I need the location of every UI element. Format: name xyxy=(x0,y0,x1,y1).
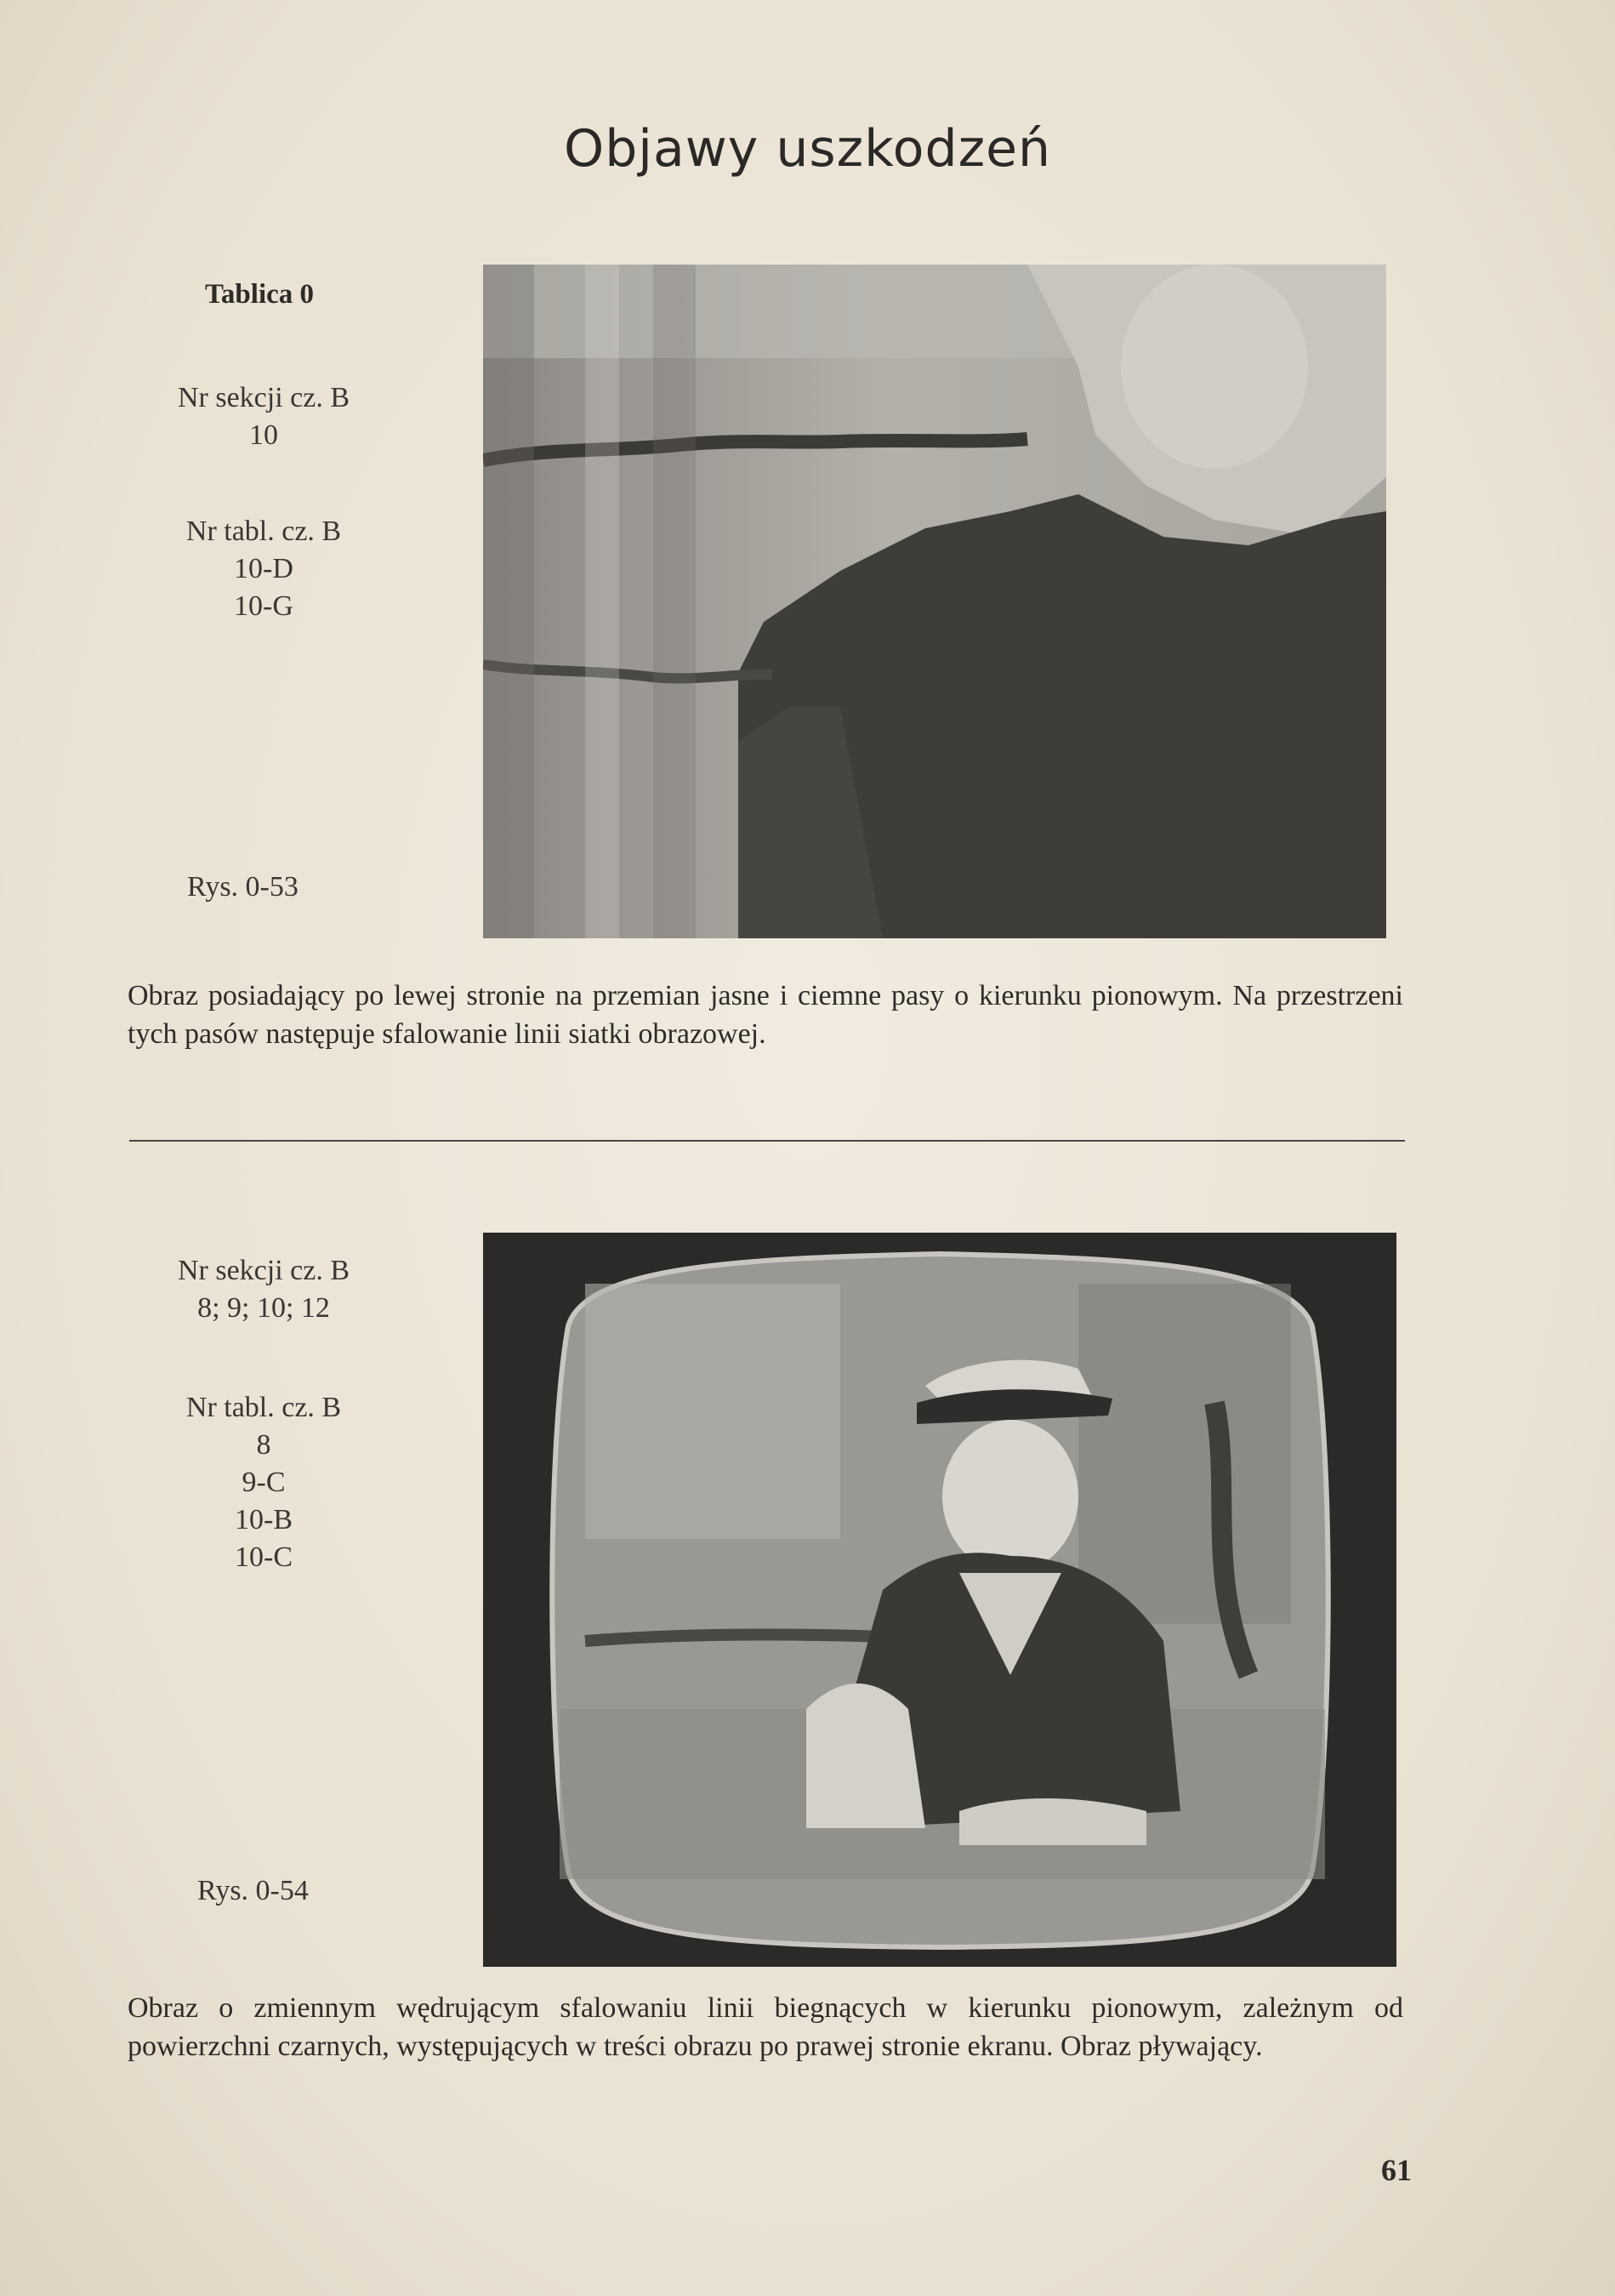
table-number-block-2 xyxy=(140,1389,387,1576)
figure-label: Rys. 0-54 xyxy=(197,1875,309,1906)
table-number-value: 10-D xyxy=(234,553,293,584)
section-number-block-1 xyxy=(140,379,387,454)
page-number: 61 xyxy=(1381,2153,1412,2187)
section-divider xyxy=(129,1140,1405,1142)
table-label: Tablica 0 xyxy=(204,279,315,310)
table-number-value: 10-B xyxy=(235,1504,293,1535)
table-number-value: 10-C xyxy=(235,1541,293,1573)
table-number-value: 8 xyxy=(256,1429,271,1461)
figure-photo-0-53 xyxy=(483,265,1386,938)
table-number-value: 9-C xyxy=(242,1467,286,1498)
figure-label: Rys. 0-53 xyxy=(187,871,299,903)
figure-caption: Obraz o zmiennym wędrującym sfalowaniu linii biegnących w kierunku pionowym, zależnym od powierzchni czarnych, występujących w treści obrazu po prawej stronie ekranu. Obraz pływający. xyxy=(128,1992,1403,2062)
section-number-value: 8; 9; 10; 12 xyxy=(197,1292,330,1324)
section-number-block-2 xyxy=(140,1252,387,1327)
table-number-value: 10-G xyxy=(234,590,293,622)
section-number-label: Nr sekcji cz. B xyxy=(177,1255,350,1286)
table-number-label: Nr tabl. cz. B xyxy=(185,516,342,547)
figure-caption: Obraz posiadający po lewej stronie na przemian jasne i ciemne pasy o kierunku pionowym. Na przestrzeni tych pasów następuje sfalowanie linii siatki obrazowej. xyxy=(128,980,1403,1050)
section-number-label: Nr sekcji cz. B xyxy=(177,382,350,413)
table-number-block-1 xyxy=(140,513,387,625)
figure-photo-0-54 xyxy=(483,1233,1396,1967)
section-number-value: 10 xyxy=(249,419,278,451)
page-title: Objawy uszkodzeń xyxy=(563,119,1052,179)
table-number-label: Nr tabl. cz. B xyxy=(185,1392,342,1423)
